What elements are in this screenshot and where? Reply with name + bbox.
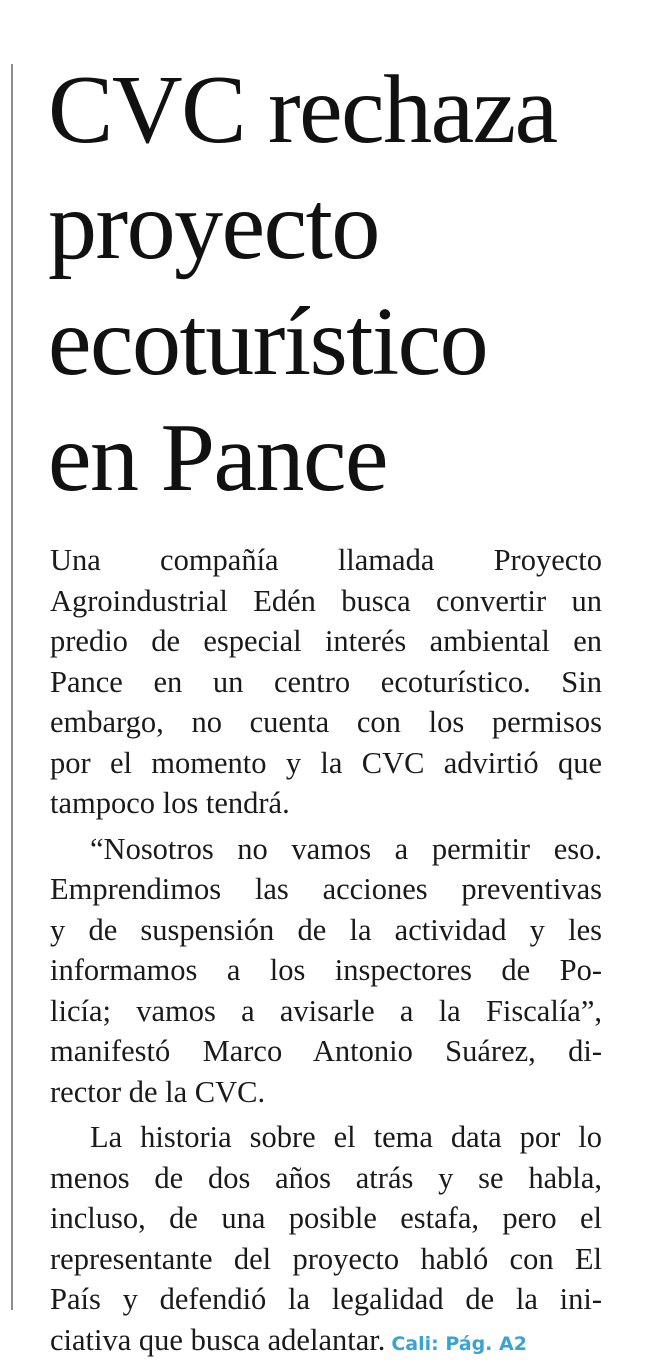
text-line: por el momento y la CVC advirtió que [50,743,602,784]
text-line: rector de la CVC. [50,1072,602,1113]
text-line-with-reference [50,1320,602,1364]
text-line: licía; vamos a avisarle a la Fiscalía”, [50,991,602,1032]
text-line: Pance en un centro ecoturístico. Sin [50,662,602,703]
headline-line: ecoturístico [48,284,628,400]
text-line: embargo, no cuenta con los permisos [50,702,602,743]
column-rule [11,64,13,1310]
headline [48,52,628,516]
paragraph-quote [50,829,602,1113]
paragraph-intro [50,540,602,824]
text-line: informamos a los inspectores de Po- [50,950,602,991]
text-line: País y defendió la legalidad de la ini- [50,1279,602,1320]
text-line: tampoco los tendrá. [50,783,602,824]
text-line: Emprendimos las acciones preventivas [50,869,602,910]
text-line: manifestó Marco Antonio Suárez, di- [50,1031,602,1072]
text-line: predio de especial interés ambiental en [50,621,602,662]
headline-line: en Pance [48,400,628,516]
paragraph-history [50,1117,602,1364]
text-line: La historia sobre el tema data por lo [50,1117,602,1158]
text-line: representante del proyecto habló con El [50,1239,602,1280]
text-line: incluso, de una posible estafa, pero el [50,1198,602,1239]
text-line: y de suspensión de la actividad y les [50,910,602,951]
text-line: Agroindustrial Edén busca convertir un [50,581,602,622]
text-line: menos de dos años atrás y se habla, [50,1158,602,1199]
article-body [50,540,602,1364]
text-line: Una compañía llamada Proyecto [50,540,602,581]
page-reference-link[interactable]: Cali: Pág. A2 [391,1333,527,1355]
headline-line: proyecto [48,168,628,284]
text-line: ciativa que busca adelantar. [50,1323,385,1357]
text-line: “Nosotros no vamos a permitir eso. [50,829,602,870]
headline-line: CVC rechaza [48,52,628,168]
